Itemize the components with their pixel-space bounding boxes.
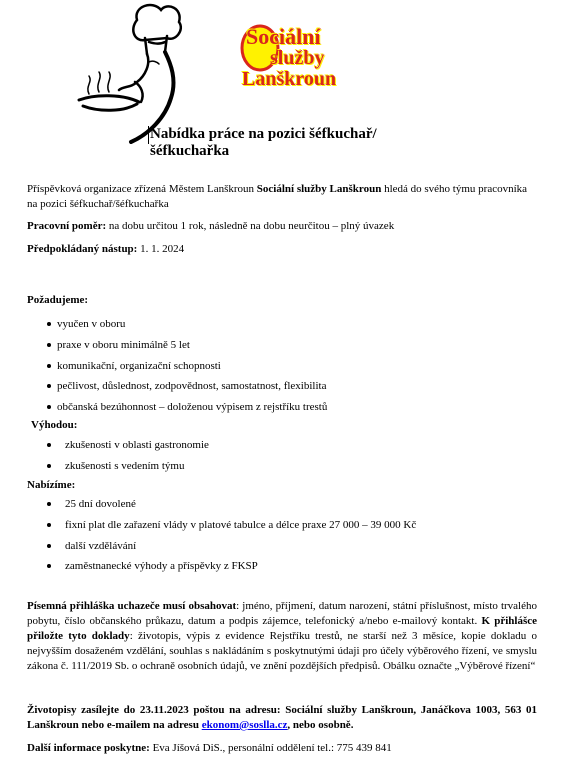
application-paragraph: Písemná přihláška uchazeče musí obsahovat: jméno, příjmení, datum narození, státní příslušnost, místo trvalého pobytu, číslo občanského průkazu, datum a podpis zájemce, telefonický a/nebo e-mailový kontakt. K přihlášce přiložte tyto doklady: životopis, výpis z evidence Rejstříku trestů, ne starší než 3 měsíce, kopie dokladu o nejvyšším dosaženém vzdělání, souhlas s nakládáním s poskytnutými údaji pro účely výběrového řízení, ve smyslu zákona č. 111/2019 Sb. o ochraně osobních údajů, ve znění pozdějších předpisů. Obálku označte „Výběrové řízení“ xyxy=(27,600,537,672)
list-item: zaměstnanecké výhody a příspěvky z FKSP xyxy=(47,556,416,577)
requirements-heading: Požadujeme: xyxy=(27,294,89,306)
list-item: 25 dní dovolené xyxy=(47,494,416,515)
start-line: Předpokládaný nástup: 1. 1. 2024 xyxy=(27,243,185,255)
list-item: komunikační, organizační schopnosti xyxy=(47,355,327,376)
list-item: pečlivost, důslednost, zodpovědnost, samostatnost, flexibilita xyxy=(47,376,327,397)
logo-line2: služby xyxy=(270,47,325,69)
contact-line: Další informace poskytne: Eva Jíšová DiS., personální oddělení tel.: 775 439 841 xyxy=(27,742,392,754)
offer-list xyxy=(47,494,416,577)
logo-line3: Lanškroun xyxy=(242,68,337,90)
list-item: zkušenosti v oblasti gastronomie xyxy=(47,435,209,456)
chef-illustration xyxy=(75,2,185,144)
intro-paragraph: Příspěvková organizace zřízená Městem Lanškroun Sociální služby Lanškroun hledá do svého týmu pracovníka na pozici šéfkuchař/šéfkuchařka xyxy=(27,183,528,210)
advantages-list xyxy=(47,435,209,476)
submission-paragraph: Životopisy zasílejte do 23.11.2023 poštou na adresu: Sociální služby Lanškroun, Janáčkova 1003, 563 01 Lanškroun nebo e-mailem na adresu ekonom@soslla.cz, nebo osobně. xyxy=(27,704,537,731)
organization-name: Sociální služby Lanškroun xyxy=(256,183,382,195)
list-item: fixní plat dle zařazení vlády v platové tabulce a délce praxe 27 000 – 39 000 Kč xyxy=(47,515,416,536)
requirements-list xyxy=(47,314,327,417)
logo-line1: Sociální xyxy=(246,24,321,49)
list-item: vyučen v oboru xyxy=(47,314,327,335)
list-item: zkušenosti s vedením týmu xyxy=(47,456,209,477)
page-title xyxy=(150,126,450,160)
employment-line: Pracovní poměr: na dobu určitou 1 rok, následně na dobu neurčitou – plný úvazek xyxy=(27,220,395,232)
title-text: Nabídka práce na pozici šéfkuchař/šéfkuchařka xyxy=(150,126,377,159)
list-item: další vzdělávání xyxy=(47,535,416,556)
email-link[interactable]: ekonom@soslla.cz xyxy=(201,719,288,731)
list-item: praxe v oboru minimálně 5 let xyxy=(47,335,327,356)
list-item: občanská bezúhonnost – doloženou výpisem z rejstříku trestů xyxy=(47,397,327,418)
company-logo xyxy=(240,22,358,92)
advantages-heading: Výhodou: xyxy=(31,419,78,431)
offer-heading: Nabízíme: xyxy=(27,479,76,491)
cursor-bar xyxy=(148,126,149,144)
